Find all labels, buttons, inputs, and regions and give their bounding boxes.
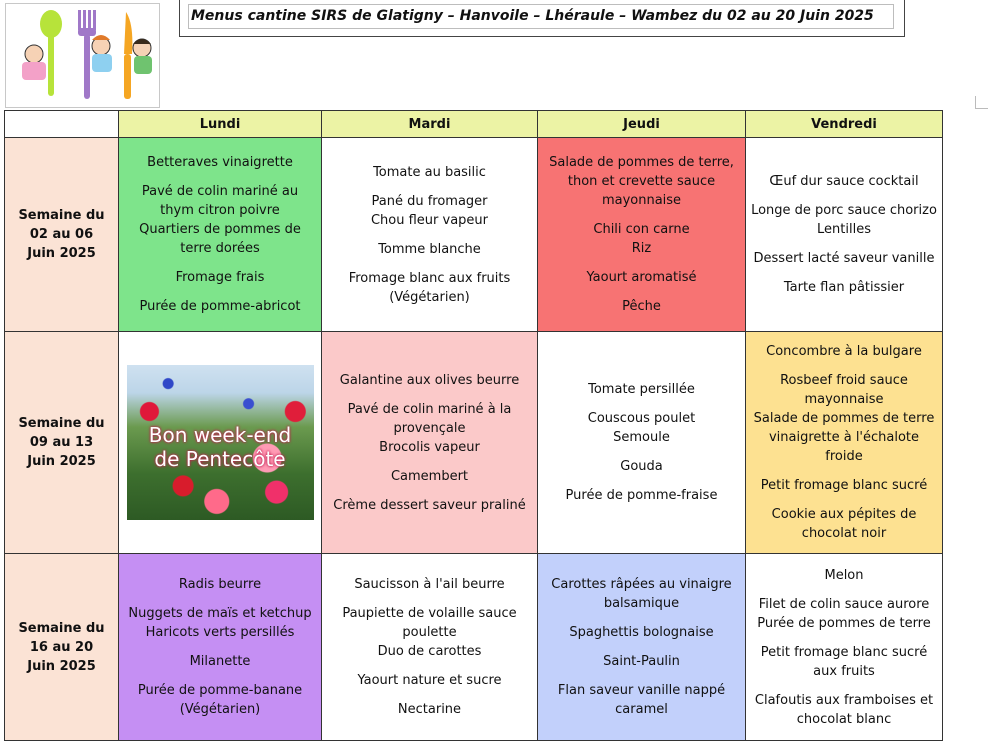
- menu-line: Tomate au basilic: [373, 164, 486, 180]
- menu-line: Semoule: [613, 430, 670, 445]
- menu-cell-jeudi: [538, 138, 746, 332]
- week-label-line: 16 au 20: [29, 639, 94, 655]
- menu-cell-lundi: [119, 554, 322, 741]
- menu-item: [123, 153, 317, 172]
- menu-line: Salade de pommes de terre, thon et crevette sauce mayonnaise: [549, 155, 734, 208]
- menu-item: [123, 652, 317, 671]
- menu-item: [750, 342, 938, 361]
- menu-line: Fromage blanc aux fruits: [348, 270, 511, 286]
- menu-line: Nectarine: [397, 702, 462, 717]
- menu-line: Pavé de colin mariné au thym citron poivre: [141, 184, 299, 218]
- menu-line: Purée de pommes de terre: [757, 615, 931, 631]
- menu-line: Saint-Paulin: [603, 654, 680, 669]
- menu-line: Duo de carottes: [377, 644, 482, 659]
- week-label-line: Juin 2025: [27, 246, 96, 261]
- menu-item: [326, 400, 533, 457]
- menu-line: Carottes râpées au vinaigre balsamique: [551, 577, 732, 611]
- menu-item: [542, 575, 741, 613]
- menu-item: [123, 297, 317, 316]
- menu-cell-lundi: [119, 332, 322, 554]
- menu-item: [123, 182, 317, 258]
- menu-line: Gouda: [620, 459, 663, 474]
- week-label: [5, 332, 119, 554]
- menu-cell-vendredi: [746, 554, 943, 741]
- menu-line: Crème dessert saveur praliné: [333, 497, 526, 513]
- header-lundi: Lundi: [119, 111, 322, 138]
- menu-item: [750, 505, 938, 543]
- week-label-line: Semaine du: [18, 208, 105, 223]
- menu-item: [750, 371, 938, 466]
- menu-item: [326, 575, 533, 594]
- week-label: [5, 138, 119, 332]
- menu-line: Concombre à la bulgare: [766, 344, 922, 359]
- menu-line: Pavé de colin mariné à la provençale: [347, 401, 512, 436]
- menu-cell-mardi: [322, 332, 538, 554]
- menu-line: Longe de porc sauce chorizo: [751, 203, 937, 218]
- flower-field-image: [127, 365, 314, 520]
- menu-line: Cookie aux pépites de chocolat noir: [771, 507, 917, 541]
- menu-line: Camembert: [390, 468, 469, 484]
- menu-line: Melon: [824, 567, 864, 583]
- menu-cell-vendredi: [746, 138, 943, 332]
- menu-table: [4, 110, 943, 741]
- menu-line: Pané du fromager: [371, 193, 488, 209]
- menu-line: Couscous poulet: [587, 411, 696, 426]
- menu-line: Milanette: [189, 654, 251, 669]
- page-title: Menus cantine SIRS de Glatigny – Hanvoile – Lhéraule – Wambez du 02 au 20 Juin 2025: [188, 4, 894, 29]
- week-row-1: [5, 138, 943, 332]
- menu-line: Petit fromage blanc sucré: [760, 478, 928, 493]
- menu-line: Rosbeef froid sauce mayonnaise: [780, 373, 908, 407]
- menu-item: [542, 153, 741, 210]
- menu-line: Clafoutis aux framboises et chocolat blanc: [754, 692, 934, 727]
- menu-cell-jeudi: [538, 332, 746, 554]
- menu-line: Purée de pomme-fraise: [565, 488, 718, 503]
- menu-line: Spaghettis bolognaise: [569, 625, 714, 640]
- header-blank-cell: [5, 111, 119, 138]
- menu-item: [326, 163, 533, 182]
- menu-line: Filet de colin sauce aurore: [758, 596, 930, 612]
- header-jeudi: Jeudi: [538, 111, 746, 138]
- menu-item: [750, 476, 938, 495]
- menu-line: Fromage frais: [175, 270, 265, 285]
- menu-item: [326, 240, 533, 259]
- menu-line: (Végétarien): [389, 289, 470, 305]
- menu-line: Quartiers de pommes de terre dorées: [139, 222, 301, 256]
- menu-item: [326, 496, 533, 515]
- week-label-line: 09 au 13: [29, 435, 94, 450]
- title-frame: [179, 0, 905, 37]
- menu-cell-jeudi: [538, 554, 746, 741]
- menu-item: [750, 172, 938, 191]
- menu-line: Tomate persillée: [588, 382, 695, 397]
- menu-item: [326, 700, 533, 719]
- menu-item: [123, 681, 317, 719]
- menu-line: Flan saveur vanille nappé caramel: [557, 683, 726, 717]
- holiday-banner-text: [127, 423, 314, 471]
- menu-line: Petit fromage blanc sucré aux fruits: [760, 644, 928, 679]
- menu-line: Purée de pomme-abricot: [139, 299, 301, 314]
- menu-item: [750, 643, 938, 681]
- menu-cell-lundi: [119, 138, 322, 332]
- menu-line: Dessert lacté saveur vanille: [753, 251, 935, 266]
- menu-line: Nuggets de maïs et ketchup: [128, 606, 312, 621]
- menu-item: [542, 652, 741, 671]
- menu-item: [750, 249, 938, 268]
- menu-item: [326, 192, 533, 230]
- menu-line: Paupiette de volaille sauce poulette: [342, 606, 517, 640]
- menu-line: Yaourt nature et sucre: [357, 673, 502, 688]
- week-row-2: [5, 332, 943, 554]
- week-label-line: Semaine du: [18, 620, 105, 636]
- menu-item: [123, 604, 317, 642]
- menu-item: [542, 268, 741, 287]
- menu-item: [542, 457, 741, 476]
- menu-line: Yaourt aromatisé: [586, 270, 697, 285]
- menu-line: Galantine aux olives beurre: [339, 372, 520, 388]
- week-row-3: [5, 554, 943, 741]
- menu-item: [750, 278, 938, 297]
- menu-line: Œuf dur sauce cocktail: [769, 174, 919, 189]
- menu-item: [123, 575, 317, 594]
- menu-line: Chou fleur vapeur: [370, 212, 489, 228]
- header-mardi: Mardi: [322, 111, 538, 138]
- week-label-line: 02 au 06: [29, 227, 94, 242]
- menu-item: [750, 201, 938, 239]
- menu-item: [542, 681, 741, 719]
- cutlery-kids-logo-icon: [5, 3, 160, 108]
- menu-item: [123, 268, 317, 287]
- menu-line: Lentilles: [817, 222, 871, 237]
- menu-line: Tomme blanche: [378, 241, 481, 257]
- menu-item: [542, 220, 741, 258]
- menu-line: (Végétarien): [179, 702, 261, 717]
- menu-line: Saucisson à l'ail beurre: [354, 577, 505, 592]
- menu-item: [326, 671, 533, 690]
- menu-item: [542, 623, 741, 642]
- week-label-line: Semaine du: [18, 416, 105, 431]
- holiday-line: de Pentecôte: [154, 447, 286, 471]
- week-label-line: Juin 2025: [27, 454, 96, 469]
- menu-line: Riz: [631, 241, 652, 256]
- menu-line: Chili con carne: [593, 222, 690, 237]
- menu-line: Betteraves vinaigrette: [147, 155, 293, 170]
- menu-item: [326, 604, 533, 661]
- menu-item: [326, 269, 533, 307]
- menu-line: Brocolis vapeur: [379, 439, 480, 455]
- menu-line: Radis beurre: [178, 577, 262, 592]
- menu-item: [750, 566, 938, 585]
- week-label: [5, 554, 119, 741]
- menu-line: Purée de pomme-banane: [137, 683, 303, 698]
- header-vendredi: Vendredi: [746, 111, 943, 138]
- menu-line: Tarte flan pâtissier: [783, 280, 905, 295]
- week-label-line: Juin 2025: [27, 658, 96, 674]
- menu-cell-mardi: [322, 138, 538, 332]
- menu-cell-vendredi: [746, 332, 943, 554]
- menu-item: [750, 691, 938, 729]
- menu-cell-mardi: [322, 554, 538, 741]
- menu-line: Haricots verts persillés: [145, 625, 295, 640]
- menu-item: [750, 595, 938, 633]
- menu-item: [326, 467, 533, 486]
- menu-item: [542, 380, 741, 399]
- menu-item: [542, 486, 741, 505]
- holiday-line: Bon week-end: [148, 423, 292, 447]
- header-row: [5, 111, 943, 138]
- menu-line: Salade de pommes de terre vinaigrette à l'échalote froide: [753, 411, 935, 464]
- menu-line: Pêche: [622, 299, 661, 314]
- menu-item: [542, 409, 741, 447]
- menu-item: [326, 371, 533, 390]
- corner-mark: [975, 96, 988, 109]
- menu-item: [542, 297, 741, 316]
